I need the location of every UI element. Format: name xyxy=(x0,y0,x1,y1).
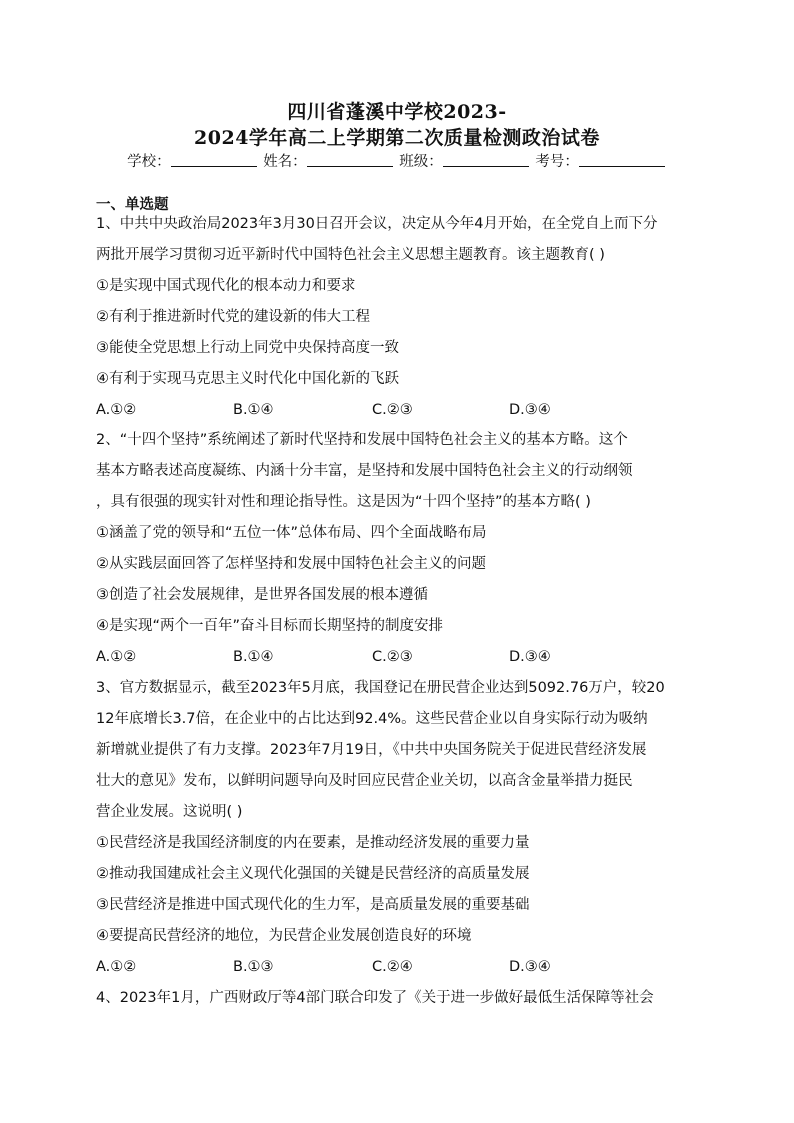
q2-option-d[interactable]: D.③④ xyxy=(509,649,551,665)
q2-option-a[interactable]: A.①② xyxy=(96,649,137,665)
q2-option-b[interactable]: B.①④ xyxy=(233,649,274,665)
q1-option-c[interactable]: C.②③ xyxy=(372,402,413,418)
q2-stem-line: 基本方略表述高度凝练、内涵十分丰富，是坚持和发展中国特色社会主义的行动纲领 xyxy=(96,463,633,479)
school-label: 学校： xyxy=(127,154,171,170)
q1-option-b[interactable]: B.①④ xyxy=(233,402,274,418)
q3-option-d[interactable]: D.③④ xyxy=(509,959,551,975)
exam-title-line1: 四川省蓬溪中学校2023- xyxy=(287,101,507,123)
q3-stem-line: 12年底增长3.7倍，在企业中的占比达到92.4%。这些民营企业以自身实际行动为吸纳 xyxy=(96,711,648,727)
q2-stem-line: ，具有很强的现实针对性和理论指导性。这是因为“十四个坚持”的基本方略( ) xyxy=(96,494,591,510)
q2-stem-line: 2、“十四个坚持”系统阐述了新时代坚持和发展中国特色社会主义的基本方略。这个 xyxy=(96,432,628,448)
q1-stem-line: 1、中共中央政治局2023年3月30日召开会议，决定从今年4月开始，在全党自上而下分 xyxy=(96,216,658,232)
q2-item: ④是实现“两个一百年”奋斗目标而长期坚持的制度安排 xyxy=(96,618,444,634)
exam-title-line2: 2024学年高二上学期第二次质量检测政治试卷 xyxy=(194,127,600,149)
exam-number-blank xyxy=(579,152,665,167)
q1-item: ③能使全党思想上行动上同党中央保持高度一致 xyxy=(96,340,399,356)
school-blank xyxy=(171,152,257,167)
q3-item: ②推动我国建成社会主义现代化强国的关键是民营经济的高质量发展 xyxy=(96,866,530,882)
q1-item: ②有利于推进新时代党的建设新的伟大工程 xyxy=(96,309,370,325)
q2-item: ②从实践层面回答了怎样坚持和发展中国特色社会主义的问题 xyxy=(96,556,486,572)
name-blank xyxy=(307,152,393,167)
q3-item: ①民营经济是我国经济制度的内在要素，是推动经济发展的重要力量 xyxy=(96,835,530,851)
section-title: 一、单选题 xyxy=(96,197,169,213)
q3-stem-line: 3、官方数据显示，截至2023年5月底，我国登记在册民营企业达到5092.76万户，较20 xyxy=(96,680,665,696)
q2-item: ③创造了社会发展规律，是世界各国发展的根本遵循 xyxy=(96,587,428,603)
q3-stem-line: 壮大的意见》发布，以鲜明问题导向及时回应民营企业关切，以高含金量举措力挺民 xyxy=(96,773,633,789)
q3-option-b[interactable]: B.①③ xyxy=(233,959,274,975)
q2-option-c[interactable]: C.②③ xyxy=(372,649,413,665)
q1-item: ①是实现中国式现代化的根本动力和要求 xyxy=(96,278,356,294)
q3-stem-line: 营企业发展。这说明( ) xyxy=(96,804,243,820)
name-label: 姓名： xyxy=(263,154,307,170)
class-blank xyxy=(443,152,529,167)
q3-stem-line: 新增就业提供了有力支撑。2023年7月19日，《中共中央国务院关于促进民营经济发展 xyxy=(96,742,647,758)
class-label: 班级： xyxy=(399,154,443,170)
q3-option-a[interactable]: A.①② xyxy=(96,959,137,975)
q3-item: ④要提高民营经济的地位，为民营企业发展创造良好的环境 xyxy=(96,928,472,944)
exam-number-label: 考号： xyxy=(535,154,579,170)
student-info-line xyxy=(0,150,794,171)
q1-option-d[interactable]: D.③④ xyxy=(509,402,551,418)
q3-option-c[interactable]: C.②④ xyxy=(372,959,413,975)
q3-item: ③民营经济是推进中国式现代化的生力军，是高质量发展的重要基础 xyxy=(96,897,530,913)
q1-option-a[interactable]: A.①② xyxy=(96,402,137,418)
q4-stem-line: 4、2023年1月，广西财政厅等4部门联合印发了《关于进一步做好最低生活保障等社会 xyxy=(96,990,654,1006)
q2-item: ①涵盖了党的领导和“五位一体”总体布局、四个全面战略布局 xyxy=(96,525,487,541)
q1-stem-line: 两批开展学习贯彻习近平新时代中国特色社会主义思想主题教育。该主题教育( ) xyxy=(96,247,605,263)
q1-item: ④有利于实现马克思主义时代化中国化新的飞跃 xyxy=(96,371,399,387)
